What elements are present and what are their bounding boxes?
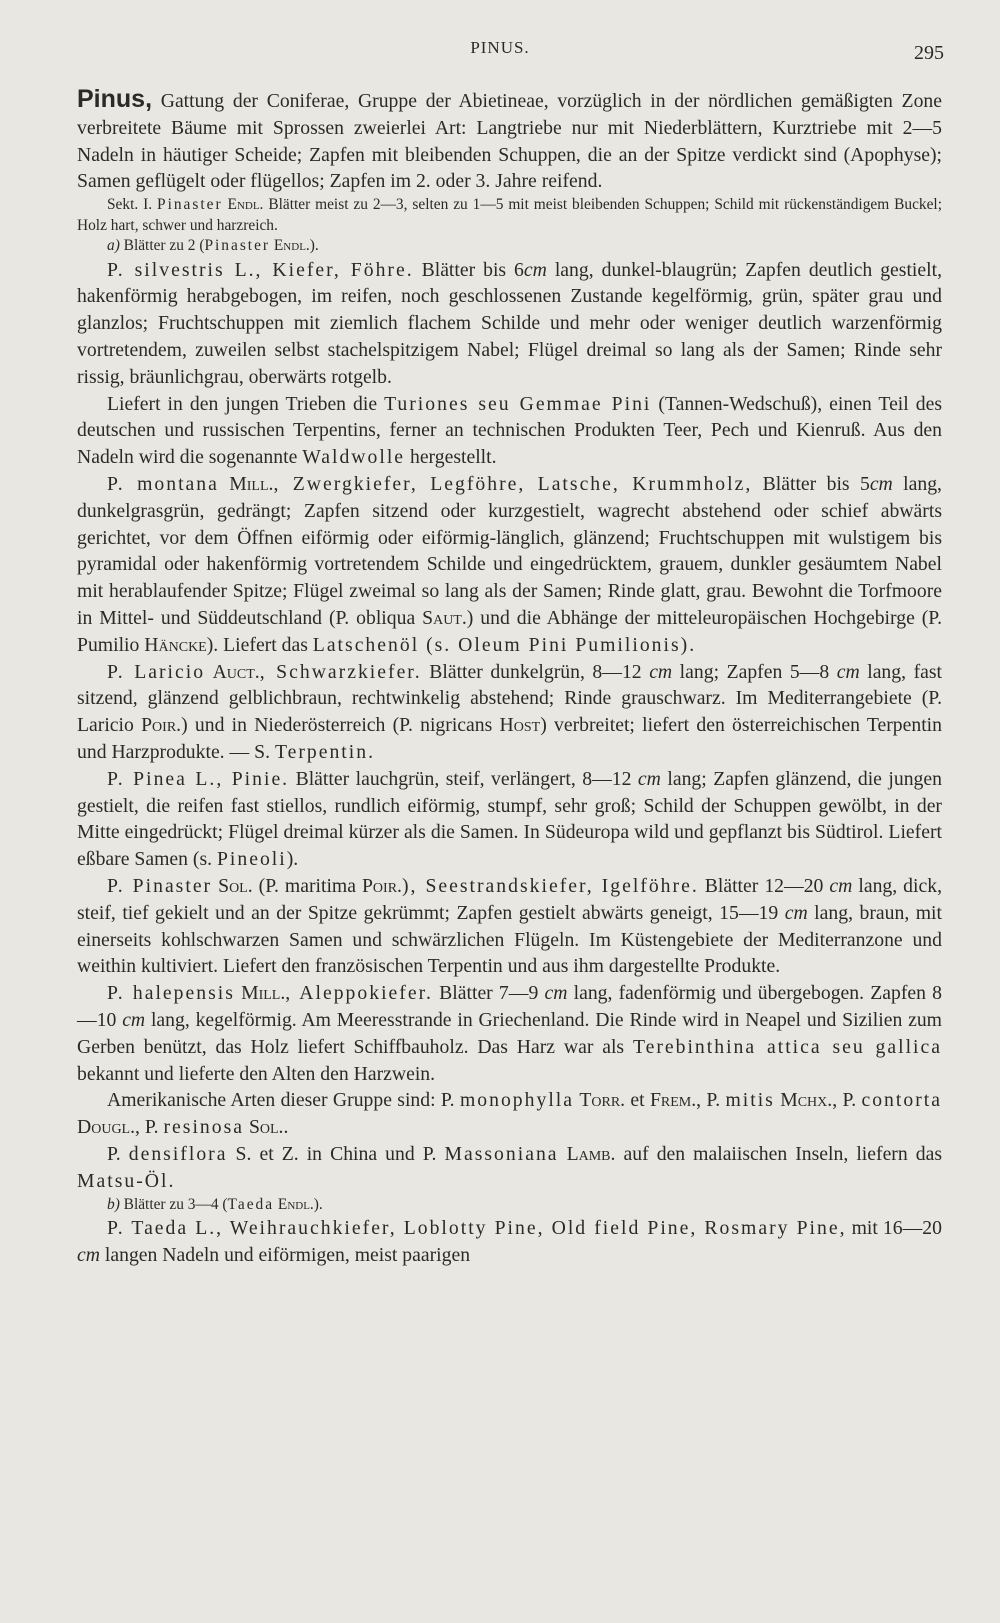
species-name: P. halepensis [107,982,235,1005]
text-run: Blätter zu 3—4 ( [119,1195,228,1213]
text-run: ). Liefert das [206,633,313,656]
unit: cm [649,660,673,683]
subsection-a-author: Endl. [273,237,310,255]
species-name: Massoniana [444,1142,559,1165]
section-label: Sekt. I. [107,196,153,214]
author-abbrev: Poir. [361,875,402,898]
species-name: P. Pinaster [107,875,213,898]
unit: cm [637,767,661,790]
section-paragraph [77,195,942,236]
genus-paragraph [77,86,942,195]
species-name: mitis [725,1089,775,1112]
author-abbrev: Saut. [422,607,467,630]
product-name: Matsu-Öl. [77,1169,176,1192]
author-abbrev: Lamb. [566,1142,616,1165]
text-run: langen Nadeln und eiförmigen, meist paarigen [99,1243,471,1266]
species-author: Auct. [212,660,260,683]
common-names: , Schwarzkiefer. [259,660,422,683]
text-run: , P. [135,1116,164,1139]
text-run: (Tannen-Wedschuß), einen Teil des deutschen und russischen Terpentins, ferner an technischen Produkten Teer, Pech und Kienruß. Aus den Nadeln wird die sogenannte [77,392,942,469]
text-run: P. [107,1142,129,1165]
text-body [77,86,942,1269]
species-pinaster [77,873,942,980]
common-names: , Aleppokiefer. [285,982,433,1005]
species-name: contorta [861,1089,942,1112]
species-halepensis [77,980,942,1087]
species-name: P. Pinea L., Pinie. [107,767,290,790]
drug-name: Turiones seu Gemmae Pini [384,392,652,415]
text-run: Blätter lauchgrün, steif, verlängert, 8—12 [289,767,638,790]
author-abbrev: Host [499,714,541,737]
silvestris-uses [77,391,942,471]
text-run: , P. [696,1089,726,1112]
text-run: S. et Z. in China und P. [227,1142,445,1165]
species-taeda [77,1215,942,1269]
unit: cm [869,473,893,496]
drug-name: Terebinthina attica seu gallica [632,1035,942,1058]
subsection-a [77,236,942,257]
species-montana [77,471,942,659]
text-run: (P. maritima [252,875,362,898]
text-run: lang; Zapfen glänzend, die jungen gestielt, die reifen fast stiellos, rundlich eiförmig, stumpf, sehr groß; Schild der Schuppen gewölbt, in der Mitte eingedrückt; Flügel dreimal kürzer als die Samen. In Südeuropa wild und gepflanzt bis Südtirol. Liefert eßbare Samen (s. [77,767,942,871]
text-run: lang, fadenförmig und übergebogen. Zapfen 8—10 [77,982,942,1031]
running-head: PINUS. [470,38,530,57]
text-run: lang; Zapfen 5—8 [672,660,837,683]
american-species [77,1087,942,1141]
author-abbrev: Poir. [141,714,182,737]
species-laricio [77,659,942,766]
text-run: lang, fast sitzend, glänzend gelblichbraun, rechtwinkelig abstehend; Rinde grauschwarz. Im Mediterrangebiete (P. Laricio [77,660,942,737]
subsection-a-text: Blätter zu 2 ( [119,237,205,255]
genus-description: Gattung der Coniferae, Gruppe der Abietineae, vorzüglich in der nördlichen gemäßigten Zone verbreitete Bäume mit Sprossen zweierlei Art: Langtriebe nur mit Niederblättern, Kurztriebe mit 2—5 Nadeln in häutiger Scheide; Zapfen mit bleibenden Schuppen, die an der Spitze verdickt sind (Apophyse); Samen geflügelt oder flügellos; Zapfen im 2. oder 3. Jahre reifend. [77,90,942,193]
text-run: . [283,1116,289,1139]
asian-species [77,1141,942,1195]
author-abbrev: Sol. [248,1116,284,1139]
cross-reference: Terpentin. [274,741,376,764]
text-run: , P. [832,1089,862,1112]
subsection-b-author: Endl. [277,1195,314,1213]
species-name: monophylla [459,1089,574,1112]
common-names: ), Seestrandskiefer, Igelföhre. [401,875,699,898]
unit: cm [784,901,808,924]
subsection-a-end: ). [309,237,319,255]
product-name: Latschenöl (s. Oleum Pini Pumilionis). [312,633,697,656]
product-name: Waldwolle [302,446,406,469]
text-run: et [625,1089,650,1112]
species-author: Mill. [229,473,274,496]
unit: cm [829,875,853,898]
species-name: P. Taeda L., Weihrauchkiefer, Loblotty Pine, Old field Pine, Rosmary Pine, [107,1217,847,1240]
author-abbrev: Häncke [144,633,207,656]
text-run: ) und die Abhänge der mitteleuropäischen Hochgebirge (P. Pumilio [77,607,942,656]
subsection-a-name: Pinaster [204,237,271,255]
text-run: ) verbreitet; liefert den österreichischen Terpentin und Harzprodukte. — S. [77,714,942,764]
text-run: ). [286,848,299,871]
species-text: lang, dunkel-blaugrün; Zapfen deutlich gestielt, hakenförmig herabgebogen, im reifen, noch geschlossenen Zustande kegelförmig, grün, später grau und glanzlos; Fruchtschuppen mit ziemlich flachem Schilde und mehr oder weniger deutlich warzenförmig vortretendem, zuweilen selbst stachelspitzigem Nabel; Flügel dreimal so lang als der Samen; Rinde sehr rissig, bräunlichgrau, oberwärts rotgelb. [77,258,942,388]
species-name: P. silvestris L., Kiefer, Föhre. [107,258,414,281]
section-description: Blätter meist zu 2—3, selten zu 1—5 mit meist bleibenden Schuppen; Schild mit rückenständigem Buckel; Holz hart, schwer und harzreich. [77,196,942,234]
species-name: P. Laricio [107,660,206,683]
text-run: hergestellt. [405,446,497,469]
unit: cm [122,1009,146,1031]
unit: cm [544,982,568,1005]
species-silvestris [77,257,942,391]
text-run: lang, kegelförmig. Am Meeresstrande in Griechenland. Die Rinde wird in Neapel und Sizilien zum Gerben benützt, das Holz liefert Schiffbauholz. Das Harz war als [77,1009,942,1058]
unit: cm [836,660,860,683]
text-run: ). [313,1195,323,1213]
text-run: lang, braun, mit einerseits kohlschwarzen Samen und schwärzlichen Flügeln. Im Küstengebiete der Mediterranzone und weithin kultiviert. Liefert den französischen Terpentin und aus ihm dargestellte Produkte. [77,901,942,978]
unit: cm [523,258,547,281]
text-run: Blätter 12—20 [698,875,830,898]
cross-reference: Pineoli [216,848,287,871]
unit: cm [77,1243,100,1266]
text-run: bekannt und lieferte den Alten den Harzwein. [77,1062,436,1085]
subsection-b [77,1195,942,1216]
text-run: auf den malaiischen Inseln, liefern das [615,1142,942,1165]
author-abbrev: Torr. [579,1089,626,1112]
text-run: lang, dunkelgrasgrün, gedrängt; Zapfen sitzend oder kurzgestielt, wagrecht abstehend oder schief abwärts gerichtet, vor dem Öffnen eiförmig oder eiförmig-länglich, glänzend; Fruchtschuppen mit wulstigem bis pyramidal oder hakenförmig vortretendem Schilde und eingedrücktem, grauem, dunkler gesäumtem Nabel mit herablaufender Spitze; Flügel zweimal so lang als der Samen; Rinde glatt, grau. Bewohnt die Torfmoore in Mittel- und Süddeutschland (P. obliqua [77,473,942,630]
text-run: Blätter dunkelgrün, 8—12 [421,660,650,683]
species-name: densiflora [128,1142,228,1165]
text-run: mit 16—20 [846,1217,942,1240]
text-run: Amerikanische Arten dieser Gruppe sind: P. [107,1089,460,1112]
author-abbrev: Dougl. [77,1116,136,1139]
section-author: Endl. [227,196,264,214]
species-text: Blätter bis 6 [413,258,524,281]
species-name: P. montana [107,473,219,496]
text-run: ) und in Niederösterreich (P. nigricans [181,714,500,737]
species-name: resinosa [163,1116,245,1139]
section-name: Pinaster [157,196,223,214]
author-abbrev: Mchx. [780,1089,833,1112]
subsection-a-label: a) [107,237,120,255]
text-run: lang, dick, steif, tief gekielt und an der Spitze gekrümmt; Zapfen gestielt abwärts geneigt, 15—19 [77,875,942,924]
author-abbrev: Frem. [649,1089,697,1112]
text-run: Blätter bis 5 [752,473,870,496]
species-author: Mill. [241,982,286,1005]
subsection-b-name: Taeda [227,1195,275,1213]
page-number: 295 [914,42,944,64]
common-names: , Zwergkiefer, Legföhre, Latsche, Krummholz, [273,473,753,496]
species-pinea [77,766,942,873]
text-run: Blätter 7—9 [432,982,545,1005]
species-author: Sol. [218,875,253,898]
subsection-b-label: b) [107,1195,120,1213]
text-run: Liefert in den jungen Trieben die [107,392,385,415]
headword: Pinus, [77,85,153,113]
